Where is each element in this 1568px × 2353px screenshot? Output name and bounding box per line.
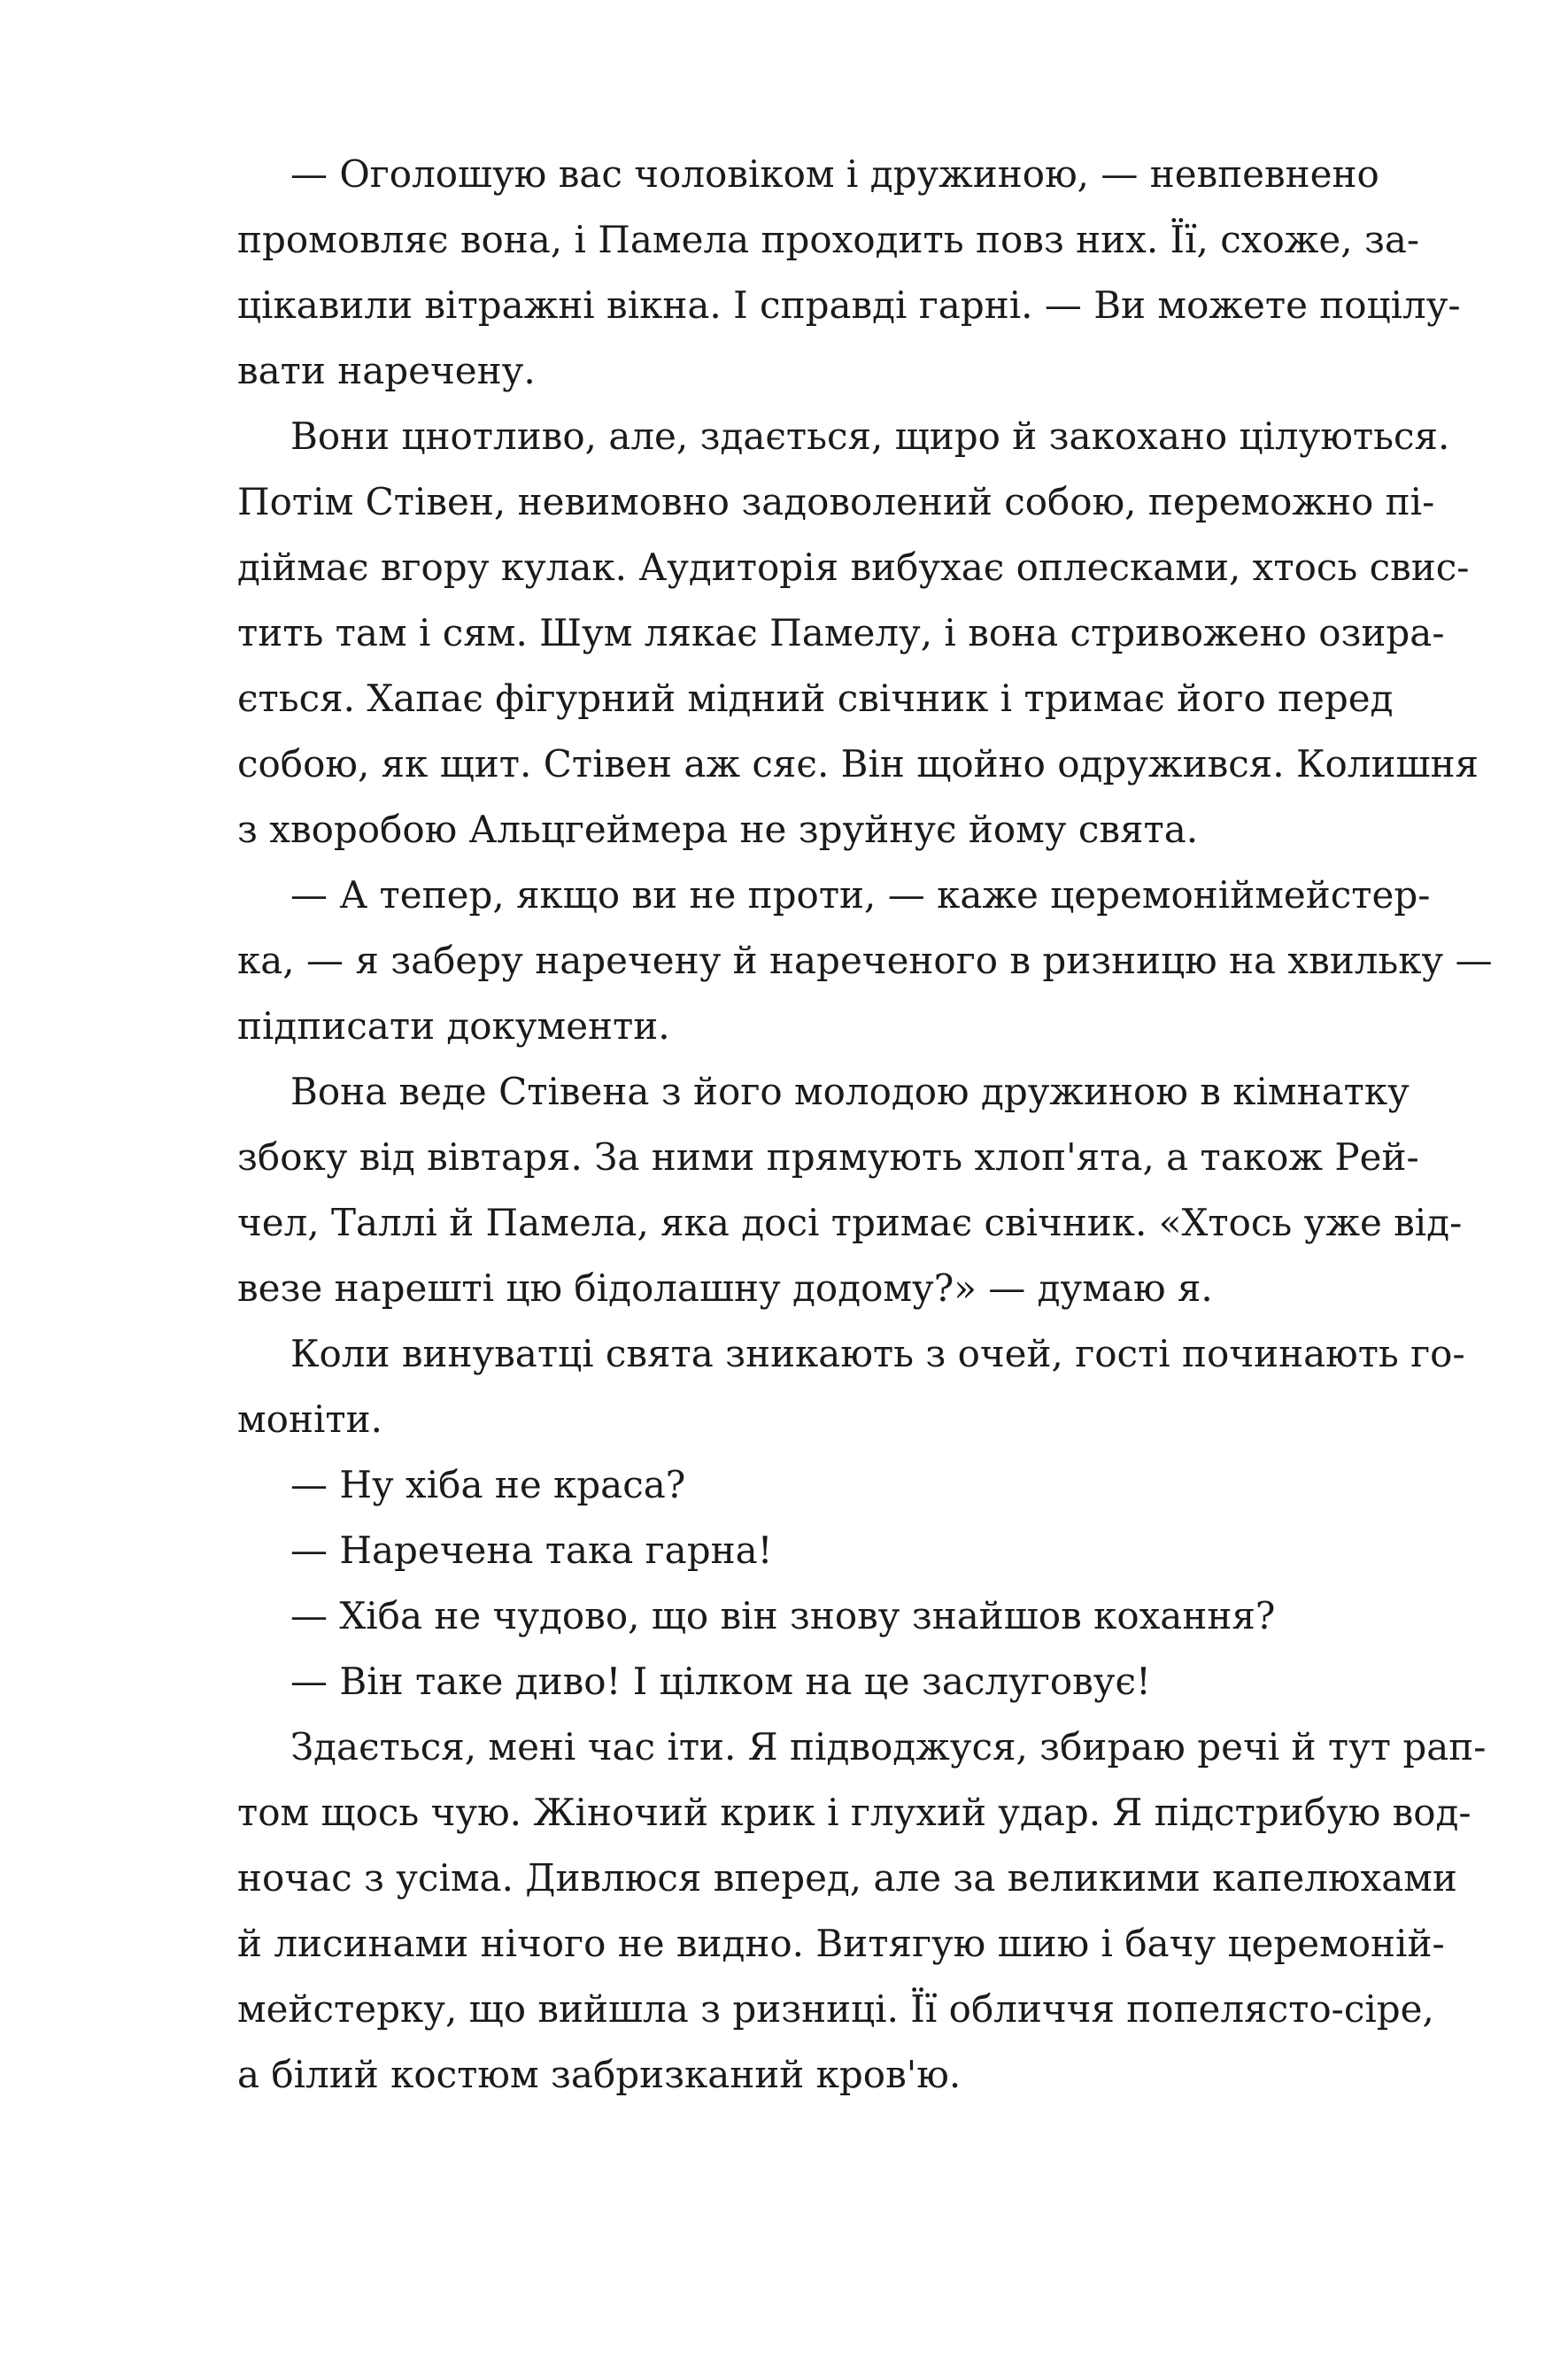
text-line: Коли винуватці свята зникають з очей, гості починають го-: [290, 1332, 1465, 1375]
text-line: — Хіба не чудово, що він знову знайшов кохання?: [290, 1594, 1276, 1637]
text-line: мейстерку, що вийшла з ризниці. Її обличчя попелясто-сіре,: [237, 1987, 1434, 2031]
text-line: Потім Стівен, невимовно задоволений собою, переможно пі-: [237, 480, 1435, 523]
text-line: Вони цнотливо, але, здається, щиро й закохано цілуються.: [290, 414, 1450, 458]
text-line: вати наречену.: [237, 349, 536, 392]
text-line: — Оголошую вас чоловіком і дружиною, — невпевнено: [290, 152, 1379, 196]
text-line: ка, — я заберу наречену й нареченого в ризницю на хвильку —: [237, 939, 1493, 982]
text-line: Вона веде Стівена з його молодою дружиною в кімнатку: [290, 1070, 1410, 1113]
dialogue-line: [237, 1649, 1353, 1714]
dialogue-line: [237, 1518, 1353, 1583]
text-line: везе нарешті цю бідолашну додому?» — думаю я.: [237, 1266, 1213, 1310]
text-line: Здається, мені час іти. Я підводжуся, збираю речі й тут рап-: [290, 1725, 1487, 1769]
text-line: моніти.: [237, 1397, 382, 1441]
paragraph: [237, 1059, 1463, 1321]
text-line: й лисинами нічого не видно. Витягую шию і бачу церемоній-: [237, 1922, 1445, 1965]
paragraph: [237, 1714, 1487, 2108]
text-line: цікавили вітражні вікна. І справді гарні. — Ви можете поцілу-: [237, 283, 1461, 327]
text-line: — Ну хіба не краса?: [290, 1463, 686, 1506]
text-line: тить там і сям. Шум лякає Памелу, і вона стривожено озира-: [237, 611, 1445, 654]
text-line: збоку від вівтаря. За ними прямують хлоп'ята, а також Рей-: [237, 1135, 1419, 1179]
text-line: промовляє вона, і Памела проходить повз них. Її, схоже, за-: [237, 218, 1420, 261]
text-line: чел, Таллі й Памела, яка досі тримає свічник. «Хтось уже від-: [237, 1201, 1463, 1244]
paragraph: [237, 142, 1461, 404]
paragraph: [237, 863, 1493, 1059]
dialogue-line: [237, 1583, 1353, 1649]
text-line: а білий костюм забризканий кров'ю.: [237, 2053, 962, 2096]
text-line: — А тепер, якщо ви не проти, — каже церемоніймейстер-: [290, 873, 1431, 917]
text-line: собою, як щит. Стівен аж сяє. Він щойно одружився. Колишня: [237, 742, 1479, 786]
text-line: — Наречена така гарна!: [290, 1529, 773, 1572]
text-line: том щось чую. Жіночий крик і глухий удар. Я підстрибую вод-: [237, 1791, 1471, 1834]
text-line: ночас з усіма. Дивлюся вперед, але за великими капелюхами: [237, 1856, 1457, 1900]
text-line: — Він таке диво! І цілком на це заслуговує!: [290, 1660, 1151, 1703]
text-line: ється. Хапає фігурний мідний свічник і тримає його перед: [237, 677, 1394, 720]
text-line: з хворобою Альцгеймера не зруйнує йому свята.: [237, 808, 1199, 851]
text-line: підписати документи.: [237, 1004, 670, 1048]
paragraph: [237, 404, 1479, 863]
paragraph: [237, 1321, 1465, 1452]
text-line: діймає вгору кулак. Аудиторія вибухає оплесками, хтось свис-: [237, 546, 1470, 589]
book-page: [237, 142, 1493, 2108]
dialogue-line: [237, 1452, 1353, 1518]
